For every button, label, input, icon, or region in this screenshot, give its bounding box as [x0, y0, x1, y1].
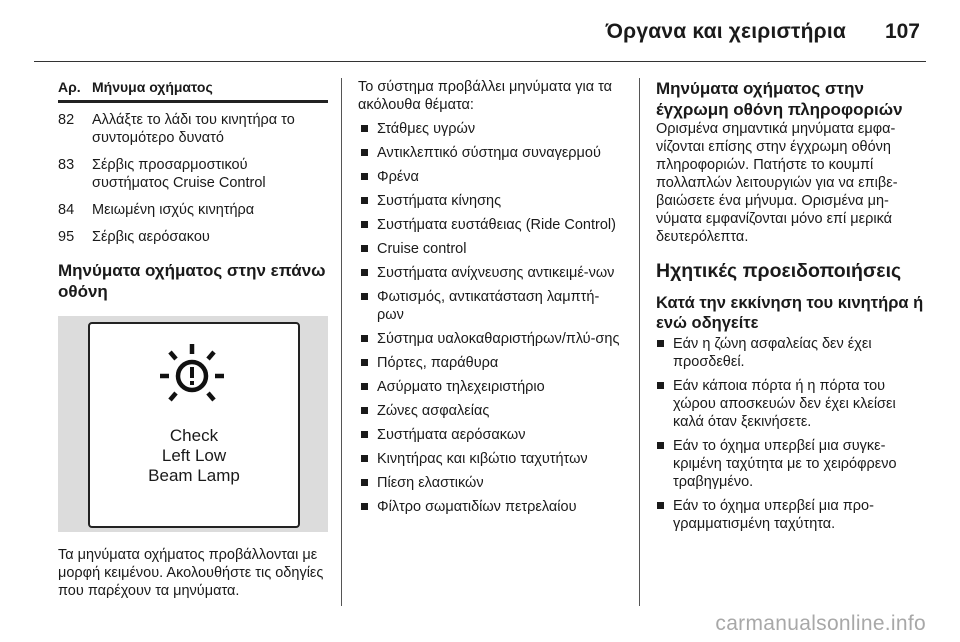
table-row [58, 156, 328, 192]
column-divider-1 [341, 78, 342, 606]
list-item: Ζώνες ασφαλείας [358, 402, 626, 420]
table-cell-no: 84 [58, 202, 75, 218]
table-row [58, 228, 328, 246]
list-item: Πίεση ελαστικών [358, 474, 626, 492]
display-illustration [58, 316, 328, 532]
column-left [58, 78, 328, 600]
table-header-message: Μήνυμα οχήματος [92, 79, 213, 95]
table-row [58, 201, 328, 219]
page-header [0, 0, 960, 62]
display-line-3: Beam Lamp [148, 466, 240, 485]
list-item: Σύστημα υαλοκαθαριστήρων/πλύ-σης [358, 330, 626, 348]
section-heading-warning-chimes: Ηχητικές προειδοποιήσεις [656, 260, 902, 282]
list-item: Cruise control [358, 240, 626, 258]
list-item: Εάν η ζώνη ασφαλείας δεν έχει προσδεθεί. [656, 335, 928, 371]
exterior-lamp-warning-icon [159, 340, 225, 410]
topic-list [358, 120, 626, 516]
section-heading-color-display: Μηνύματα οχήματος στην έγχρωμη οθόνη πληροφοριών [656, 79, 903, 119]
upper-display-screen [88, 322, 300, 528]
list-item: Εάν κάποια πόρτα ή η πόρτα του χώρου αποσκευών δεν έχει κλείσει καλά όταν ξεκινήσετε. [656, 377, 928, 431]
section-heading-upper-display: Μηνύματα οχήματος στην επάνω οθόνη [58, 261, 326, 301]
table-row [58, 111, 328, 147]
page-title: Όργανα και χειριστήρια [605, 20, 846, 43]
display-line-1: Check [169, 426, 219, 445]
table-cell-message: Σέρβις προσαρμοστικού συστήματος Cruise Control [92, 157, 266, 191]
table-cell-no: 95 [58, 229, 75, 245]
table-cell-message: Μειωμένη ισχύς κινητήρα [92, 202, 255, 218]
watermark: carmanualsonline.info [715, 612, 926, 635]
list-item: Φρένα [358, 168, 626, 186]
list-item: Εάν το όχημα υπερβεί μια προ-γραμματισμένη ταχύτητα. [656, 497, 928, 533]
display-message [90, 426, 298, 486]
column-right [656, 78, 928, 533]
list-item: Στάθμες υγρών [358, 120, 626, 138]
list-item: Φίλτρο σωματιδίων πετρελαίου [358, 498, 626, 516]
list-item: Εάν το όχημα υπερβεί μια συγκε-κριμένη ταχύτητα με το χειρόφρενο τραβηγμένο. [656, 437, 928, 491]
message-table-header [58, 78, 328, 103]
chime-list [656, 335, 928, 533]
table-header-no: Αρ. [58, 79, 81, 95]
list-item: Ασύρματο τηλεχειριστήριο [358, 378, 626, 396]
table-cell-no: 82 [58, 112, 75, 128]
table-cell-message: Αλλάξτε το λάδι του κινητήρα το συντομότερο δυνατό [92, 112, 295, 146]
list-item: Συστήματα ανίχνευσης αντικειμέ-νων [358, 264, 626, 282]
display-line-2: Left Low [161, 446, 227, 465]
subheading-engine-start: Κατά την εκκίνηση του κινητήρα ή ενώ οδηγείτε [656, 294, 924, 332]
list-item: Αντικλεπτικό σύστημα συναγερμού [358, 144, 626, 162]
list-item: Συστήματα κίνησης [358, 192, 626, 210]
page-number: 107 [884, 20, 920, 43]
list-item: Συστήματα ευστάθειας (Ride Control) [358, 216, 626, 234]
table-cell-no: 83 [58, 157, 75, 173]
intro-paragraph: Το σύστημα προβάλλει μηνύματα για τα ακόλουθα θέματα: [358, 79, 613, 113]
list-item: Κινητήρας και κιβώτιο ταχυτήτων [358, 450, 626, 468]
list-item: Φωτισμός, αντικατάσταση λαμπτή-ρων [358, 288, 626, 324]
table-cell-message: Σέρβις αερόσακου [92, 229, 210, 245]
column-middle [358, 78, 626, 516]
list-item: Συστήματα αερόσακων [358, 426, 626, 444]
list-item: Πόρτες, παράθυρα [358, 354, 626, 372]
header-rule [34, 61, 926, 62]
paragraph-text-messages: Τα μηνύματα οχήματος προβάλλονται με μορφή κειμένου. Ακολουθήστε τις οδηγίες που παρέχουν τα μηνύματα. [58, 547, 324, 599]
paragraph-color-display: Ορισμένα σημαντικά μηνύματα εμφα-νίζονται επίσης στην έγχρωμη οθόνη πληροφοριών. Πατήστε το κουμπί πολλαπλών λειτουργιών για να επιβε-βαιώσετε ένα μήνυμα. Ορισμένα μη-νύματα εμφανίζονται μόνο επί μερικά δευτερόλεπτα. [656, 121, 898, 245]
column-divider-2 [639, 78, 640, 606]
